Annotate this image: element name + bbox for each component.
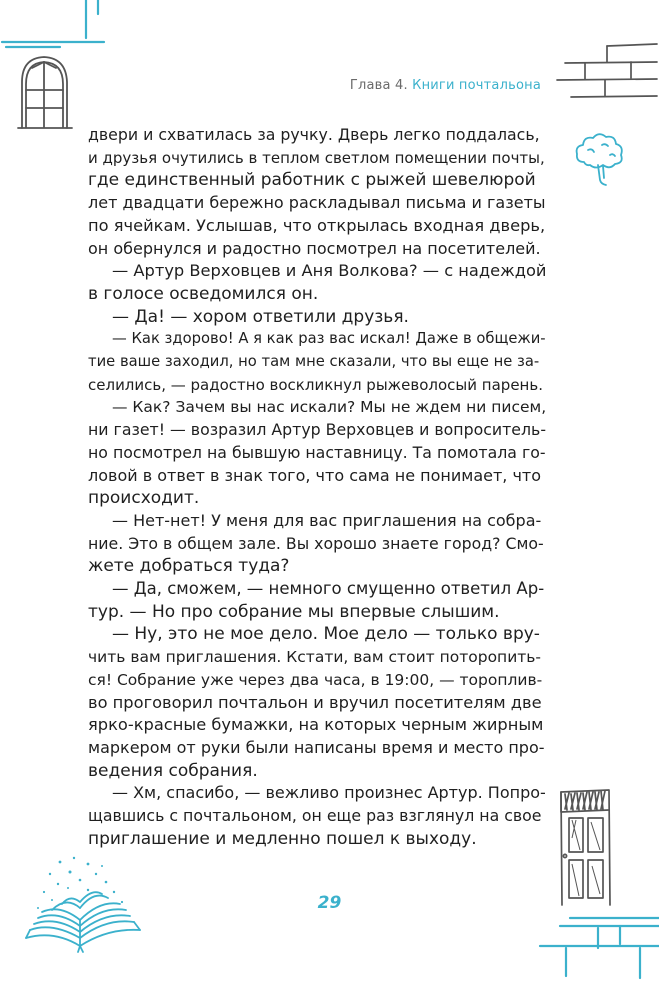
chapter-title: Книги почтальона bbox=[412, 78, 541, 93]
tree-doodle bbox=[570, 128, 630, 190]
text-line: тие ваше заходил, но там мне сказали, что вы еще не за- bbox=[88, 353, 540, 371]
page-number: 29 bbox=[317, 893, 342, 913]
text-line: лет двадцати бережно раскладывал письма и газеты bbox=[88, 193, 546, 213]
text-line: ся! Собрание уже через два часа, в 19:00, — тороплив- bbox=[88, 670, 543, 689]
body-text bbox=[88, 124, 546, 851]
text-line: по ячейкам. Услышав, что открылась входная дверь, bbox=[88, 215, 546, 235]
text-line: приглашение и медленно пошел к выходу. bbox=[88, 828, 477, 849]
text-line: щавшись с почтальоном, он еще раз взглянул на свое bbox=[88, 806, 542, 826]
text-line: тур. — Но про собрание мы впервые слышим. bbox=[88, 601, 500, 622]
text-line: двери и схватилась за ручку. Дверь легко поддалась, bbox=[88, 125, 540, 144]
text-line: — Да, сможем, — немного смущенно ответил Ар- bbox=[112, 579, 545, 599]
text-line: происходит. bbox=[88, 488, 200, 509]
text-line: — Нет-нет! У меня для вас приглашения на собра- bbox=[112, 510, 542, 530]
text-line: он обернулся и радостно посмотрел на посетителей. bbox=[88, 238, 541, 258]
text-line: ловой в ответ в знак того, что сама не понимает, что bbox=[88, 465, 542, 485]
text-line: ярко-красные бумажки, на которых черным жирным bbox=[88, 715, 544, 735]
text-line: но посмотрел на бывшую наставницу. Та помотала го- bbox=[88, 442, 546, 462]
text-line: ведения собрания. bbox=[88, 760, 258, 781]
blue-lines-doodle bbox=[500, 900, 659, 1000]
text-line: — Да! — хором ответили друзья. bbox=[112, 306, 409, 327]
text-line: — Ну, это не мое дело. Мое дело — только вру- bbox=[112, 624, 540, 645]
running-header bbox=[350, 78, 541, 93]
text-line: ни газет! — возразил Артур Верховцев и вопроситель- bbox=[88, 420, 546, 440]
text-line: ние. Это в общем зале. Вы хорошо знаете город? Смо- bbox=[88, 533, 544, 553]
text-line: жете добраться туда? bbox=[88, 556, 290, 577]
text-line: — Хм, спасибо, — вежливо произнес Артур. Попро- bbox=[112, 783, 546, 803]
text-line: в голосе осведомился он. bbox=[88, 283, 319, 304]
text-line: селились, — радостно воскликнул рыжеволосый парень. bbox=[88, 375, 543, 394]
text-line: — Как? Зачем вы нас искали? Мы не ждем ни писем, bbox=[112, 398, 546, 417]
text-line: во проговорил почтальон и вручил посетителям две bbox=[88, 692, 542, 712]
brick-wall-doodle bbox=[545, 40, 659, 115]
text-line: маркером от руки были написаны время и место про- bbox=[88, 737, 545, 757]
text-line: — Как здорово! А я как раз вас искал! Даже в общежи- bbox=[112, 330, 546, 348]
chapter-label: Глава 4. bbox=[349, 78, 408, 93]
door-doodle bbox=[555, 780, 615, 910]
text-line: чить вам приглашения. Кстати, вам стоит поторопить- bbox=[88, 648, 542, 667]
text-line: и друзья очутились в теплом светлом помещении почты, bbox=[88, 148, 545, 167]
text-line: где единственный работник с рыжей шевелюрой bbox=[88, 170, 536, 191]
text-line: — Артур Верховцев и Аня Волкова? — с надеждой bbox=[112, 261, 546, 281]
